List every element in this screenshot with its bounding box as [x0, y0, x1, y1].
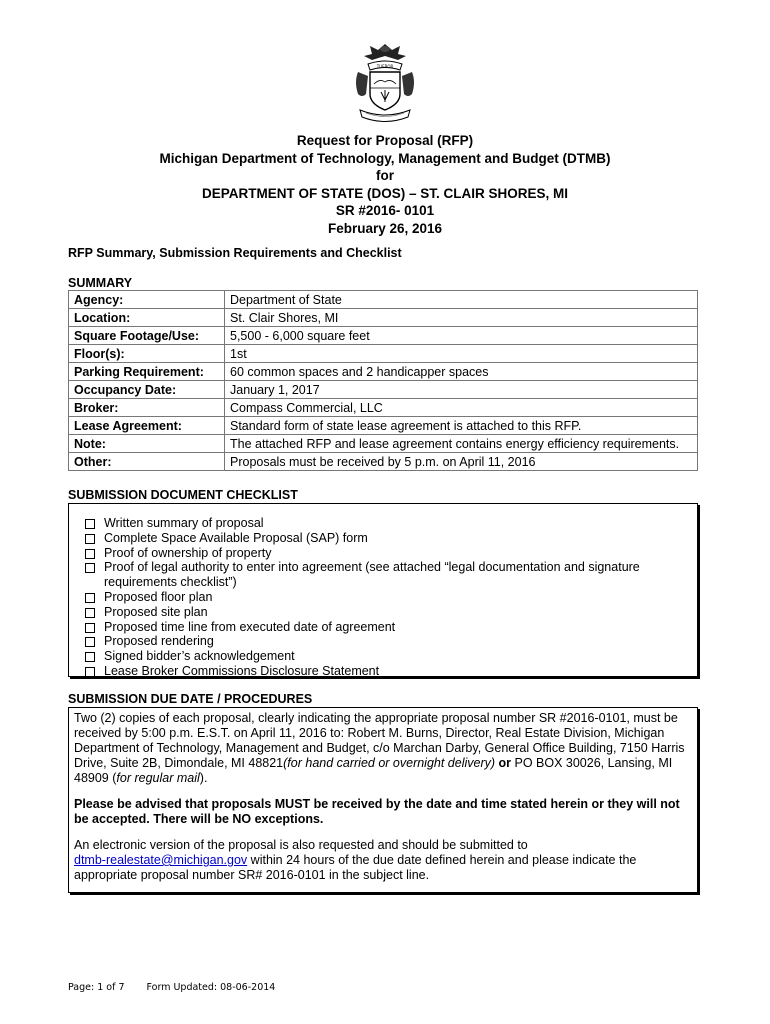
- rfp-summary-heading: RFP Summary, Submission Requirements and Checklist: [68, 246, 402, 260]
- electronic-version-text: An electronic version of the proposal is also requested and should be submitted to: [74, 838, 528, 852]
- list-item: [85, 634, 697, 649]
- delivery-method-mail: for regular mail: [116, 771, 200, 785]
- checklist-heading: SUBMISSION DOCUMENT CHECKLIST: [68, 488, 298, 502]
- summary-value: 1st: [225, 345, 698, 363]
- seal-motto: TUEBOR: [376, 64, 394, 69]
- title-line-4: DEPARTMENT OF STATE (DOS) – ST. CLAIR SHORES, MI: [201, 185, 568, 201]
- table-row: [69, 453, 698, 471]
- title-line-1: Request for Proposal (RFP): [296, 133, 474, 148]
- checkbox-icon[interactable]: [85, 593, 95, 603]
- summary-label: Occupancy Date:: [69, 381, 225, 399]
- summary-label: Floor(s):: [69, 345, 225, 363]
- checkbox-icon[interactable]: [85, 667, 95, 677]
- checklist-item-label: Proposed floor plan: [104, 589, 213, 604]
- summary-label: Parking Requirement:: [69, 363, 225, 381]
- list-item: [85, 590, 697, 605]
- title-line-5: SR #2016- 0101: [335, 203, 435, 218]
- list-item: [85, 620, 697, 635]
- table-row: [69, 291, 698, 309]
- list-item: [85, 664, 697, 679]
- summary-label: Agency:: [69, 291, 225, 309]
- paragraph-end: ).: [199, 771, 208, 785]
- checkbox-icon[interactable]: [85, 608, 95, 618]
- due-warning: Please be advised that proposals MUST be received by the date and time stated herein or they will not be accepted. There will be NO exceptions.: [74, 797, 680, 826]
- due-paragraph-1: [74, 711, 692, 786]
- checklist-box: [68, 503, 698, 677]
- due-paragraph-3: [74, 838, 692, 883]
- table-row: [69, 417, 698, 435]
- checklist-item-label: Proposed time line from executed date of agreement: [104, 619, 396, 634]
- title-line-6: February 26, 2016: [327, 220, 443, 236]
- checklist-item-label: Lease Broker Commissions Disclosure Statement: [104, 663, 380, 678]
- title-line-2: Michigan Department of Technology, Management and Budget (DTMB): [159, 150, 611, 166]
- checklist-item-label: Proposed site plan: [104, 604, 208, 619]
- po-box-text: PO BOX 30026, Lansing, MI 48909 (: [74, 756, 673, 785]
- checklist-item-label: Proof of ownership of property: [104, 545, 272, 560]
- summary-label: Other:: [69, 453, 225, 471]
- summary-value: Standard form of state lease agreement is attached to this RFP.: [225, 417, 698, 435]
- table-row: [69, 327, 698, 345]
- table-row: [69, 381, 698, 399]
- summary-label: Location:: [69, 309, 225, 327]
- table-row: [69, 345, 698, 363]
- list-item: [85, 531, 697, 546]
- checklist-item-label: Complete Space Available Proposal (SAP) form: [104, 530, 368, 545]
- table-row: [69, 309, 698, 327]
- table-row: [69, 363, 698, 381]
- summary-value: St. Clair Shores, MI: [225, 309, 698, 327]
- checkbox-icon[interactable]: [85, 637, 95, 647]
- due-address-text: Two (2) copies of each proposal, clearly indicating the appropriate proposal number SR #2016-0101, must be received by 5:00 p.m. E.S.T. on April 11, 2016 to: Robert M. Burns, Director, Real Estate Division, Michigan Department of Technology, Management and Budget, c/o Marchan Darby, General Office Building, 7150 Harris Drive, Suite 2B, Dimondale, MI 48821: [74, 711, 685, 770]
- summary-value: January 1, 2017: [225, 381, 698, 399]
- summary-value: The attached RFP and lease agreement contains energy efficiency requirements.: [225, 435, 698, 453]
- form-updated: Form Updated: 08-06-2014: [146, 982, 276, 993]
- list-item: [85, 649, 697, 664]
- checkbox-icon[interactable]: [85, 652, 95, 662]
- list-item: [85, 516, 697, 531]
- page-footer: [68, 982, 275, 993]
- michigan-seal-icon: [348, 40, 422, 124]
- summary-value: 5,500 - 6,000 square feet: [225, 327, 698, 345]
- summary-heading: SUMMARY: [68, 276, 133, 290]
- checklist-item-label: Proof of legal authority to enter into agreement (see attached “legal documentation and signature requirements checklist”): [104, 560, 640, 590]
- page-number: Page: 1 of 7: [68, 982, 125, 993]
- due-date-box: [68, 707, 698, 893]
- summary-value: Compass Commercial, LLC: [225, 399, 698, 417]
- summary-label: Broker:: [69, 399, 225, 417]
- electronic-version-end: within 24 hours of the due date defined herein and please indicate the appropriate proposal number SR# 2016-0101 in the subject line.: [74, 853, 637, 882]
- list-item: [85, 605, 697, 620]
- summary-value: Proposals must be received by 5 p.m. on April 11, 2016: [225, 453, 698, 471]
- list-item: [85, 546, 697, 561]
- summary-label: Note:: [69, 435, 225, 453]
- summary-label: Square Footage/Use:: [69, 327, 225, 345]
- list-item: [85, 560, 645, 590]
- summary-table: [68, 290, 698, 471]
- checkbox-icon[interactable]: [85, 519, 95, 529]
- table-row: [69, 435, 698, 453]
- checkbox-icon[interactable]: [85, 623, 95, 633]
- or-connector: or: [495, 756, 515, 770]
- title-line-3: for: [376, 168, 394, 183]
- table-row: [69, 399, 698, 417]
- checkbox-icon[interactable]: [85, 549, 95, 559]
- rfp-title-block: [60, 132, 710, 237]
- checklist-item-label: Signed bidder’s acknowledgement: [104, 649, 295, 664]
- checkbox-icon[interactable]: [85, 534, 95, 544]
- checklist-item-label: Proposed rendering: [104, 634, 214, 649]
- summary-label: Lease Agreement:: [69, 417, 225, 435]
- summary-value: Department of State: [225, 291, 698, 309]
- summary-value: 60 common spaces and 2 handicapper spaces: [225, 363, 698, 381]
- checklist-item-label: Written summary of proposal: [104, 516, 264, 530]
- checkbox-icon[interactable]: [85, 563, 95, 573]
- due-date-heading: SUBMISSION DUE DATE / PROCEDURES: [68, 692, 313, 706]
- delivery-method-hand: (for hand carried or overnight delivery): [283, 756, 496, 770]
- checklist: [69, 504, 697, 679]
- email-link[interactable]: dtmb-realestate@michigan.gov: [74, 853, 248, 867]
